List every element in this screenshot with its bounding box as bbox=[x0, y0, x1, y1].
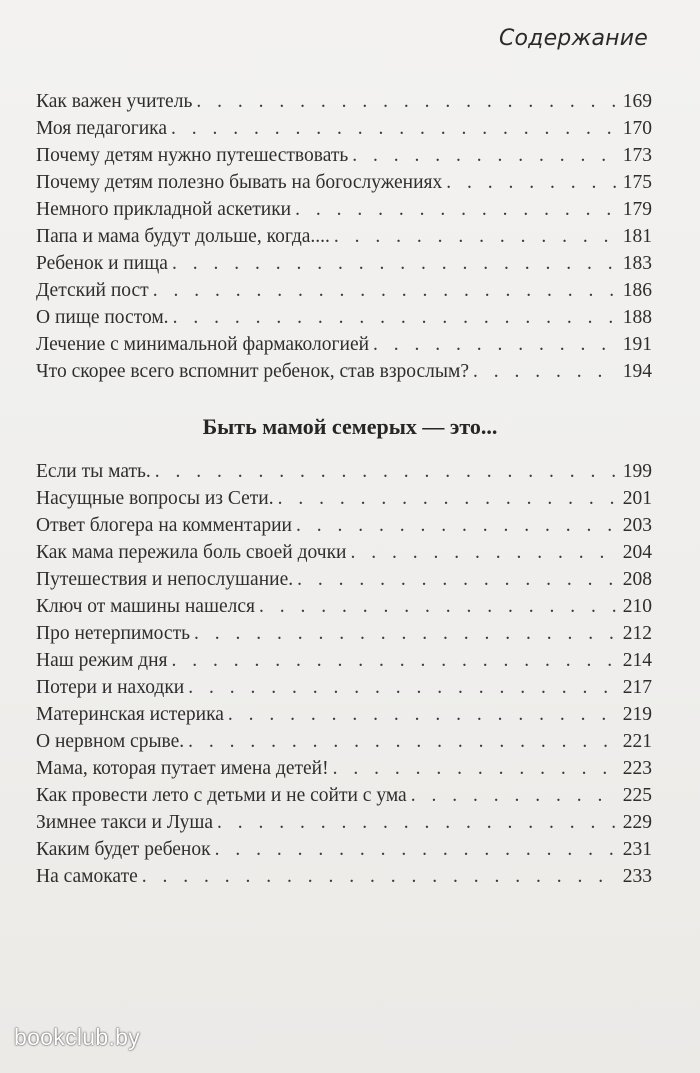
toc-entry bbox=[36, 620, 652, 647]
toc-entry-title: Путешествия и непослушание. bbox=[36, 569, 294, 590]
toc-entry-page-number: 181 bbox=[622, 226, 652, 247]
toc-entry bbox=[36, 142, 652, 169]
toc-leader-dots bbox=[172, 250, 619, 277]
toc-leader-dots bbox=[473, 358, 619, 385]
toc-entry-page-number: 169 bbox=[622, 91, 652, 112]
toc-entry bbox=[36, 809, 652, 836]
toc-entry bbox=[36, 755, 652, 782]
toc-leader-dots bbox=[295, 196, 619, 223]
toc-list-part-1 bbox=[36, 88, 652, 385]
toc-entry-page-number: 219 bbox=[622, 704, 652, 725]
toc-leader-dots bbox=[228, 701, 619, 728]
toc-entry-title: О пище постом. bbox=[36, 307, 169, 328]
toc-entry-title: Зимнее такси и Луша bbox=[36, 812, 214, 833]
toc-entry-page-number: 203 bbox=[622, 515, 652, 536]
toc-leader-dots bbox=[217, 809, 619, 836]
toc-leader-dots bbox=[188, 674, 619, 701]
toc-entry-title: Немного прикладной аскетики bbox=[36, 199, 292, 220]
toc-entry bbox=[36, 358, 652, 385]
toc-entry-title: Про нетерпимость bbox=[36, 623, 190, 644]
toc-leader-dots bbox=[196, 88, 618, 115]
toc-leader-dots bbox=[171, 115, 619, 142]
toc-entry-title: Моя педагогика bbox=[36, 118, 168, 139]
toc-entry-title: Ответ блогера на комментарии bbox=[36, 515, 292, 536]
toc-entry bbox=[36, 169, 652, 196]
toc-entry bbox=[36, 512, 652, 539]
toc-entry bbox=[36, 223, 652, 250]
toc-leader-dots bbox=[188, 728, 619, 755]
toc-entry-title: Лечение с минимальной фармакологией bbox=[36, 334, 370, 355]
toc-entry-title: Как провести лето с детьми и не сойти с ума bbox=[36, 785, 407, 806]
toc-leader-dots bbox=[446, 169, 619, 196]
toc-leader-dots bbox=[334, 223, 619, 250]
section-heading: Быть мамой семерых — это... bbox=[202, 414, 498, 439]
toc-entry-page-number: 194 bbox=[622, 361, 652, 382]
toc-entry bbox=[36, 331, 652, 358]
toc-leader-dots bbox=[278, 485, 619, 512]
toc-entry bbox=[36, 485, 652, 512]
toc-entry-title: Ребенок и пища bbox=[36, 253, 168, 274]
toc-entry bbox=[36, 701, 652, 728]
toc-entry-page-number: 221 bbox=[622, 731, 652, 752]
toc-leader-dots bbox=[259, 593, 619, 620]
toc-entry-title: Насущные вопросы из Сети. bbox=[36, 488, 274, 509]
toc-entry-title: Потери и находки bbox=[36, 677, 185, 698]
toc-entry bbox=[36, 593, 652, 620]
toc-entry-title: Как важен учитель bbox=[36, 91, 193, 112]
toc-leader-dots bbox=[155, 458, 619, 485]
toc-entry-title: О нервном срыве. bbox=[36, 731, 185, 752]
toc-entry bbox=[36, 836, 652, 863]
toc-entry-title: Что скорее всего вспомнит ребенок, став взрослым? bbox=[36, 361, 469, 382]
toc-entry-page-number: 214 bbox=[622, 650, 652, 671]
toc-entry-page-number: 212 bbox=[622, 623, 652, 644]
toc-entry-page-number: 233 bbox=[622, 866, 652, 887]
toc-leader-dots bbox=[333, 755, 619, 782]
toc-entry-page-number: 186 bbox=[622, 280, 652, 301]
toc-entry-page-number: 223 bbox=[622, 758, 652, 779]
toc-entry bbox=[36, 674, 652, 701]
toc-leader-dots bbox=[153, 277, 619, 304]
toc-entry-page-number: 173 bbox=[622, 145, 652, 166]
toc-entry-page-number: 231 bbox=[622, 839, 652, 860]
toc-entry-title: Детский пост bbox=[36, 280, 149, 301]
toc-entry-title: Почему детям нужно путешествовать bbox=[36, 145, 349, 166]
toc-entry-page-number: 204 bbox=[622, 542, 652, 563]
toc-entry-title: Почему детям полезно бывать на богослужениях bbox=[36, 172, 443, 193]
toc-entry-page-number: 175 bbox=[622, 172, 652, 193]
toc-entry-title: Как мама пережила боль своей дочки bbox=[36, 542, 347, 563]
toc-entry-page-number: 191 bbox=[622, 334, 652, 355]
toc-leader-dots bbox=[215, 836, 619, 863]
toc-entry-title: Мама, которая путает имена детей! bbox=[36, 758, 329, 779]
running-head: Содержание bbox=[498, 26, 648, 51]
toc-entry bbox=[36, 458, 652, 485]
toc-leader-dots bbox=[351, 539, 619, 566]
toc-entry bbox=[36, 647, 652, 674]
toc-entry bbox=[36, 566, 652, 593]
toc-entry-page-number: 179 bbox=[622, 199, 652, 220]
toc-entry-page-number: 183 bbox=[622, 253, 652, 274]
toc-leader-dots bbox=[296, 512, 619, 539]
toc-entry-title: Наш режим дня bbox=[36, 650, 168, 671]
toc-entry-page-number: 201 bbox=[622, 488, 652, 509]
watermark-text: bookclub.by bbox=[14, 1024, 141, 1050]
toc-leader-dots bbox=[373, 331, 619, 358]
toc-entry-title: Папа и мама будут дольше, когда.... bbox=[36, 226, 330, 247]
toc-entry bbox=[36, 115, 652, 142]
toc-leader-dots bbox=[142, 863, 619, 890]
toc-entry-page-number: 225 bbox=[622, 785, 652, 806]
toc-entry bbox=[36, 782, 652, 809]
toc-entry-title: Если ты мать. bbox=[36, 461, 151, 482]
toc-entry-page-number: 188 bbox=[622, 307, 652, 328]
toc-entry bbox=[36, 728, 652, 755]
toc-list-part-2 bbox=[36, 458, 652, 890]
toc-entry-page-number: 229 bbox=[622, 812, 652, 833]
toc-entry bbox=[36, 250, 652, 277]
toc-entry-page-number: 208 bbox=[622, 569, 652, 590]
toc-entry-title: Ключ от машины нашелся bbox=[36, 596, 255, 617]
toc-entry-page-number: 170 bbox=[622, 118, 652, 139]
toc-entry-page-number: 199 bbox=[622, 461, 652, 482]
toc-leader-dots bbox=[171, 647, 618, 674]
toc-entry bbox=[36, 539, 652, 566]
toc-leader-dots bbox=[297, 566, 619, 593]
toc-entry bbox=[36, 88, 652, 115]
toc-entry bbox=[36, 304, 652, 331]
toc-entry bbox=[36, 863, 652, 890]
toc-entry bbox=[36, 196, 652, 223]
toc-entry-page-number: 217 bbox=[622, 677, 652, 698]
toc-entry-title: На самокате bbox=[36, 866, 138, 887]
toc-entry-title: Каким будет ребенок bbox=[36, 839, 211, 860]
toc-entry-page-number: 210 bbox=[622, 596, 652, 617]
toc-leader-dots bbox=[352, 142, 618, 169]
toc-entry-title: Материнская истерика bbox=[36, 704, 224, 725]
toc-leader-dots bbox=[194, 620, 619, 647]
toc-entry bbox=[36, 277, 652, 304]
toc-leader-dots bbox=[411, 782, 619, 809]
toc-leader-dots bbox=[173, 304, 619, 331]
